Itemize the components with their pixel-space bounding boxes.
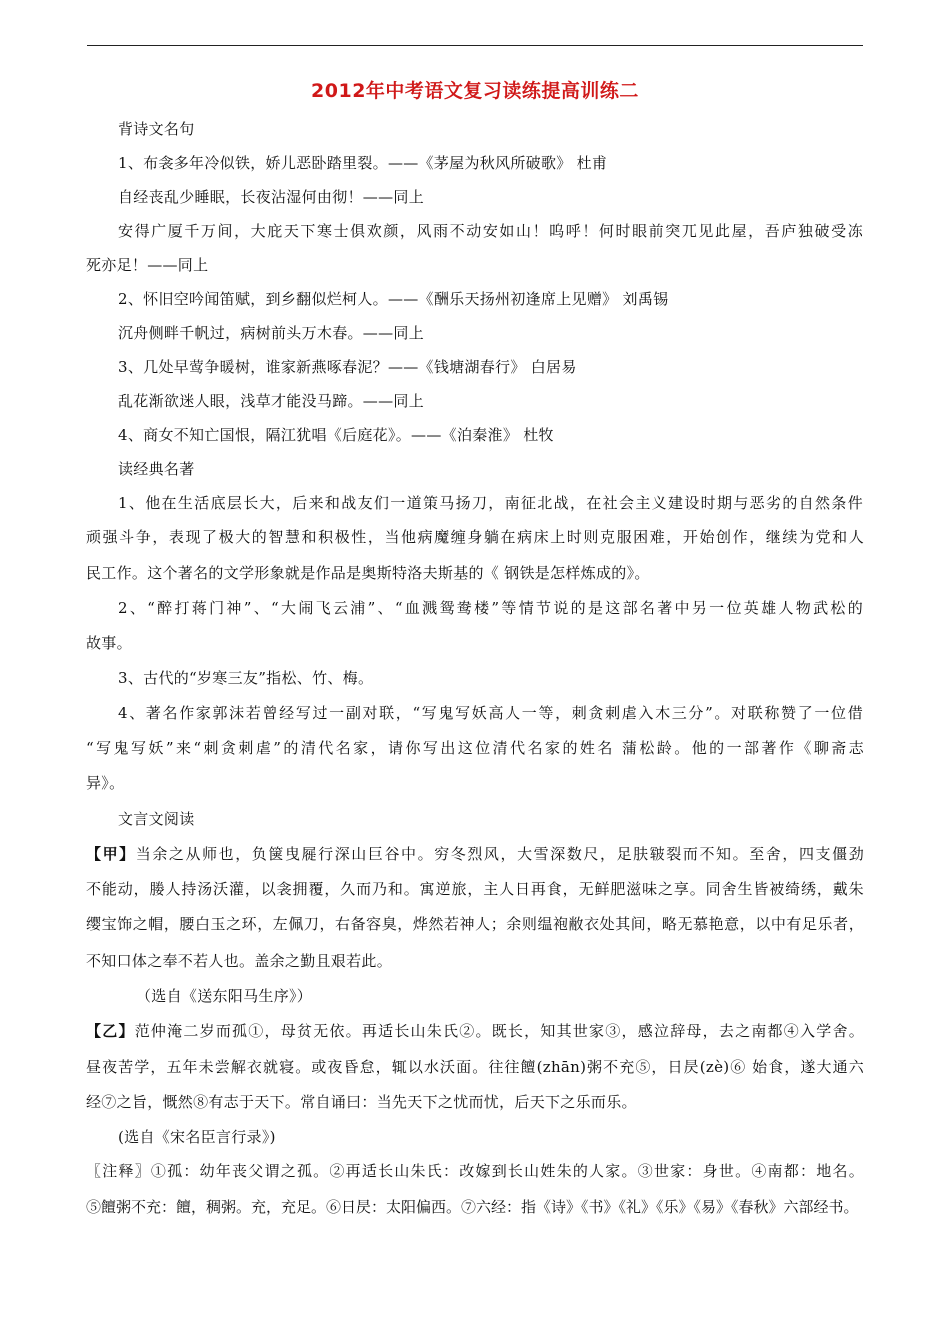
- classics-line: 顽强斗争，表现了极大的智慧和积极性，当他病魔缠身躺在病床上时则克服困难，开始创作，继续为党和人: [86, 528, 864, 546]
- header-rule: [87, 45, 863, 46]
- passage-yi-source: (选自《宋名臣言行录》): [118, 1128, 276, 1146]
- poem-line: 死亦足！——同上: [86, 256, 209, 274]
- passage-yi-text: 范仲淹二岁而孤①，母贫无依。再适长山朱氏②。既长，知其世家③，感泣辞母，去之南都④入学舍。: [134, 1022, 864, 1040]
- classics-line: 2、“醉打蒋门神”、“大闹飞云浦”、“血溅鸳鸯楼”等情节说的是这部名著中另一位英雄人物武松的: [118, 599, 863, 617]
- classics-line: “写鬼写妖”来“刺贪刺虐”的清代名家，请你写出这位清代名家的姓名 蒲松龄。他的一部著作《聊斋志: [86, 739, 864, 757]
- poem-line: 4、商女不知亡国恨，隔江犹唱《后庭花》。——《泊秦淮》 杜牧: [118, 426, 554, 444]
- classics-line: 故事。: [86, 634, 132, 652]
- document-title: 2012年中考语文复习读练提高训练二: [311, 80, 639, 102]
- passage-jia-line: 不知口体之奉不若人也。盖余之勤且艰若此。: [86, 952, 393, 970]
- section-heading-classics: 读经典名著: [118, 460, 195, 478]
- classics-line: 1、他在生活底层长大，后来和战友们一道策马扬刀，南征北战，在社会主义建设时期与恶劣的自然条件: [118, 494, 863, 512]
- passage-jia-mark: 【甲】: [86, 845, 136, 863]
- passage-yi-line: 昼夜苦学，五年未尝解衣就寝。或夜昏怠，辄以水沃面。往往饘(zhān)粥不充⑤，日昃(zè)⑥ 始食，遂大通六: [86, 1058, 864, 1076]
- poem-line: 沉舟侧畔千帆过，病树前头万木春。——同上: [118, 324, 425, 342]
- section-heading-poems: 背诗文名句: [118, 120, 195, 138]
- classics-line: 4、著名作家郭沫若曾经写过一副对联，“写鬼写妖高人一等，刺贪刺虐入木三分”。对联称赞了一位借: [118, 704, 863, 722]
- passage-yi-line-1: [86, 1020, 864, 1042]
- passage-jia-line-1: [86, 843, 864, 865]
- poem-line: 3、几处早莺争暖树，谁家新燕啄春泥？——《钱塘湖春行》 白居易: [118, 358, 577, 376]
- classics-line: 异》。: [86, 774, 125, 792]
- passage-yi-line: 经⑦之旨，慨然⑧有志于天下。常自诵曰：当先天下之忧而忧，后天下之乐而乐。: [86, 1093, 637, 1111]
- notes-line: 〖注释〗①孤：幼年丧父谓之孤。②再适长山朱氏：改嫁到长山姓朱的人家。③世家：身世。④南都：地名。: [86, 1162, 864, 1180]
- classics-line: 3、古代的“岁寒三友”指松、竹、梅。: [118, 669, 374, 687]
- passage-jia-source: （选自《送东阳马生序》）: [136, 987, 313, 1005]
- passage-yi-mark: 【乙】: [86, 1022, 135, 1040]
- poem-line: 2、怀旧空吟闻笛赋，到乡翻似烂柯人。——《酬乐天扬州初逢席上见赠》 刘禹锡: [118, 290, 669, 308]
- poem-line: 1、布衾多年冷似铁，娇儿恶卧踏里裂。——《茅屋为秋风所破歌》 杜甫: [118, 154, 608, 172]
- passage-jia-line: 不能动，媵人持汤沃灌，以衾拥覆，久而乃和。寓逆旅，主人日再食，无鲜肥滋味之享。同舍生皆被绮绣，戴朱: [86, 880, 864, 898]
- passage-jia-line: 缨宝饰之帽，腰白玉之环，左佩刀，右备容臭，烨然若神人；余则缊袍敝衣处其间，略无慕艳意，以中有足乐者，: [86, 915, 864, 933]
- notes-line: ⑤饘粥不充：饘，稠粥。充，充足。⑥日昃：太阳偏西。⑦六经：指《诗》《书》《礼》《乐》《易》《春秋》六部经书。: [86, 1198, 859, 1216]
- poem-line: 安得广厦千万间，大庇天下寒士俱欢颜，风雨不动安如山！呜呼！何时眼前突兀见此屋，吾庐独破受冻: [118, 222, 863, 240]
- poem-line: 自经丧乱少睡眠，长夜沾湿何由彻！——同上: [118, 188, 425, 206]
- passage-jia-text: 当余之从师也，负箧曳屣行深山巨谷中。穷冬烈风，大雪深数尺，足肤皲裂而不知。至舍，四支僵劲: [135, 845, 864, 863]
- section-heading-classical: 文言文阅读: [118, 810, 195, 828]
- classics-line: 民工作。这个著名的文学形象就是作品是奥斯特洛夫斯基的《 钢铁是怎样炼成的》。: [86, 564, 650, 582]
- poem-line: 乱花渐欲迷人眼，浅草才能没马蹄。——同上: [118, 392, 425, 410]
